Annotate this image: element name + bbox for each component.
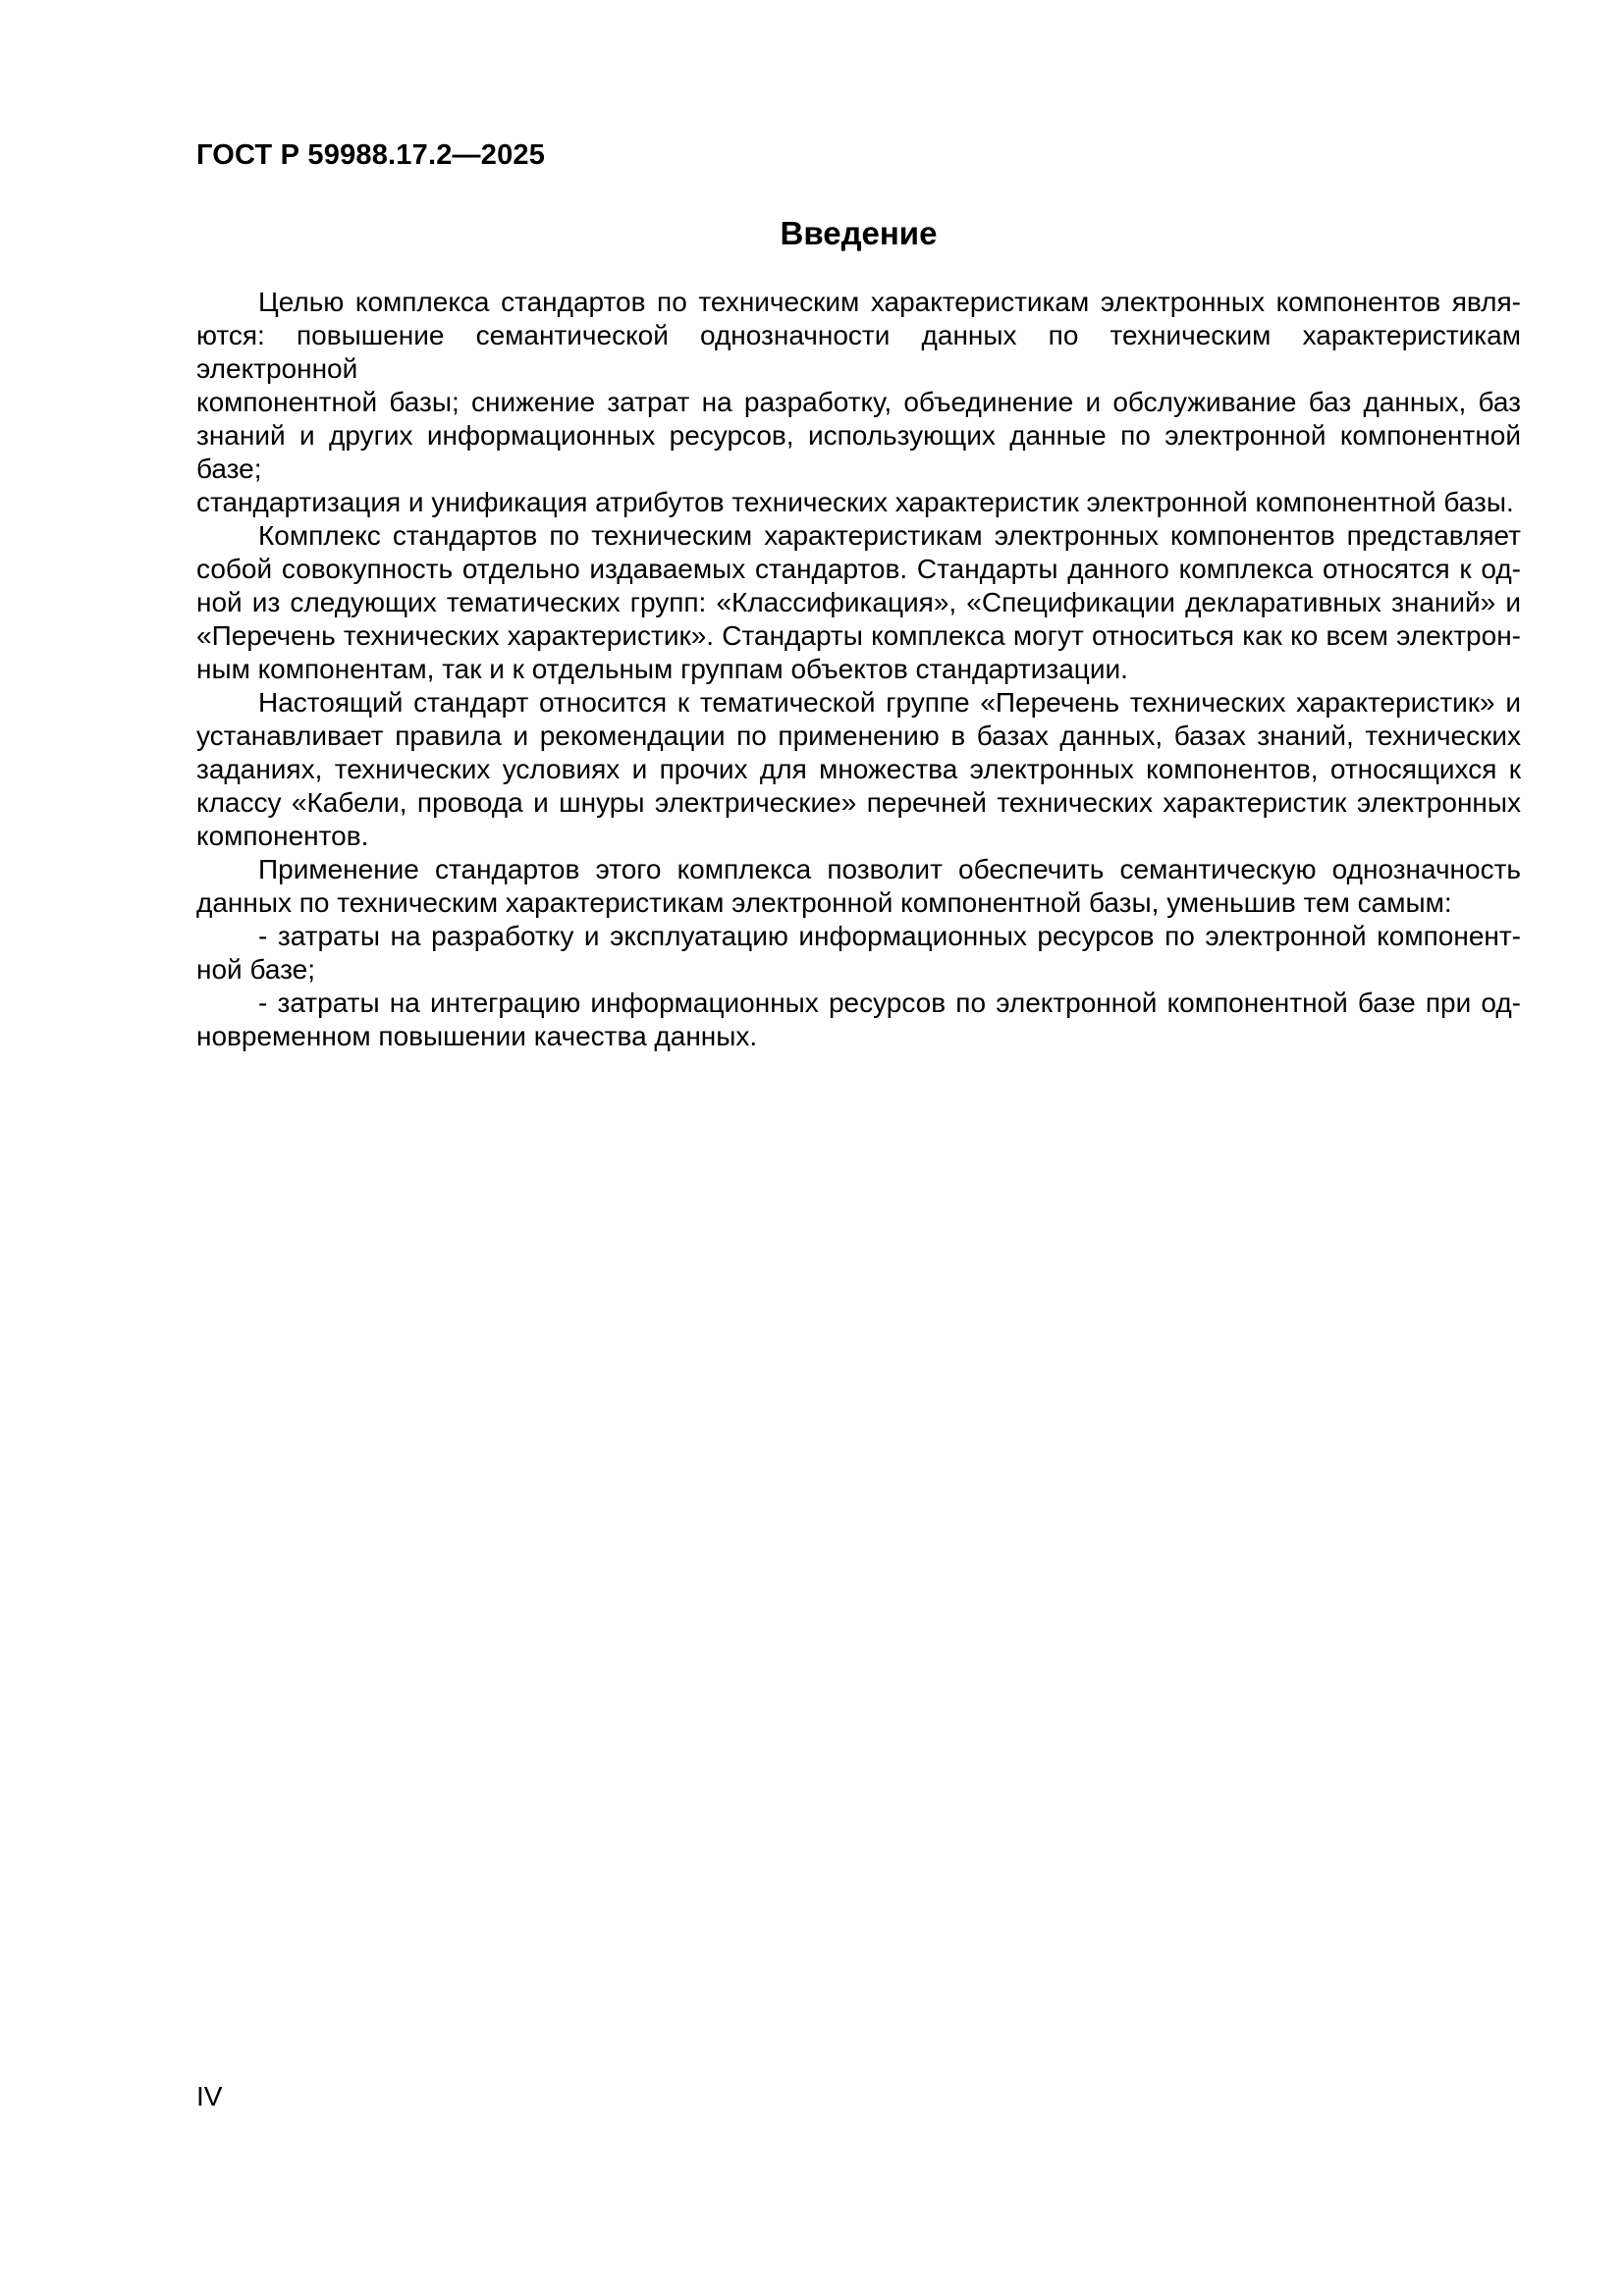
text-line: ной из следующих тематических групп: «Классификация», «Спецификации декларативных знаний» и: [196, 587, 1521, 617]
page-number: IV: [196, 2081, 223, 2111]
text-line: данных по техническим характеристикам электронной компонентной базы, уменьшив тем самым:: [196, 887, 1452, 918]
text-line: компонентов.: [196, 821, 369, 851]
text-line: ной базе;: [196, 954, 315, 985]
text-line: устанавливает правила и рекомендации по применению в базах данных, базах знаний, технических: [196, 721, 1521, 751]
text-line: ным компонентам, так и к отдельным группам объектов стандартизации.: [196, 654, 1128, 684]
text-line: «Перечень технических характеристик». Стандарты комплекса могут относиться как ко всем электрон-: [196, 620, 1521, 651]
text-line: Применение стандартов этого комплекса позволит обеспечить семантическую однозначность: [258, 854, 1521, 884]
paragraph: [196, 286, 1521, 519]
text-line: ются: повышение семантической однозначности данных по техническим характеристикам электронной: [196, 320, 1521, 384]
paragraph: [196, 519, 1521, 686]
document-header: ГОСТ Р 59988.17.2—2025: [196, 139, 546, 171]
text-line: заданиях, технических условиях и прочих для множества электронных компонентов, относящихся к: [196, 754, 1521, 784]
paragraph: [196, 920, 1521, 987]
text-line: компонентной базы; снижение затрат на разработку, объединение и обслуживание баз данных, баз: [196, 387, 1521, 417]
text-line: Целью комплекса стандартов по техническим характеристикам электронных компонентов явля-: [258, 287, 1521, 317]
text-line: - затраты на интеграцию информационных ресурсов по электронной компонентной базе при од-: [258, 988, 1521, 1018]
text-line: Настоящий стандарт относится к тематической группе «Перечень технических характеристик» и: [258, 687, 1521, 718]
section-title: Введение: [780, 215, 938, 251]
text-line: стандартизация и унификация атрибутов технических характеристик электронной компонентной базы.: [196, 487, 1514, 517]
paragraph: [196, 686, 1521, 853]
text-line: новременном повышении качества данных.: [196, 1021, 758, 1051]
paragraph: [196, 987, 1521, 1053]
body-text: [196, 286, 1521, 1053]
text-line: - затраты на разработку и эксплуатацию информационных ресурсов по электронной компонент-: [258, 921, 1521, 951]
text-line: классу «Кабели, провода и шнуры электрические» перечней технических характеристик электронных: [196, 787, 1521, 818]
text-line: Комплекс стандартов по техническим характеристикам электронных компонентов представляет: [258, 520, 1521, 551]
text-line: собой совокупность отдельно издаваемых стандартов. Стандарты данного комплекса относятся к од-: [196, 554, 1521, 584]
text-line: знаний и других информационных ресурсов, использующих данные по электронной компонентной базе;: [196, 420, 1521, 484]
paragraph: [196, 853, 1521, 920]
